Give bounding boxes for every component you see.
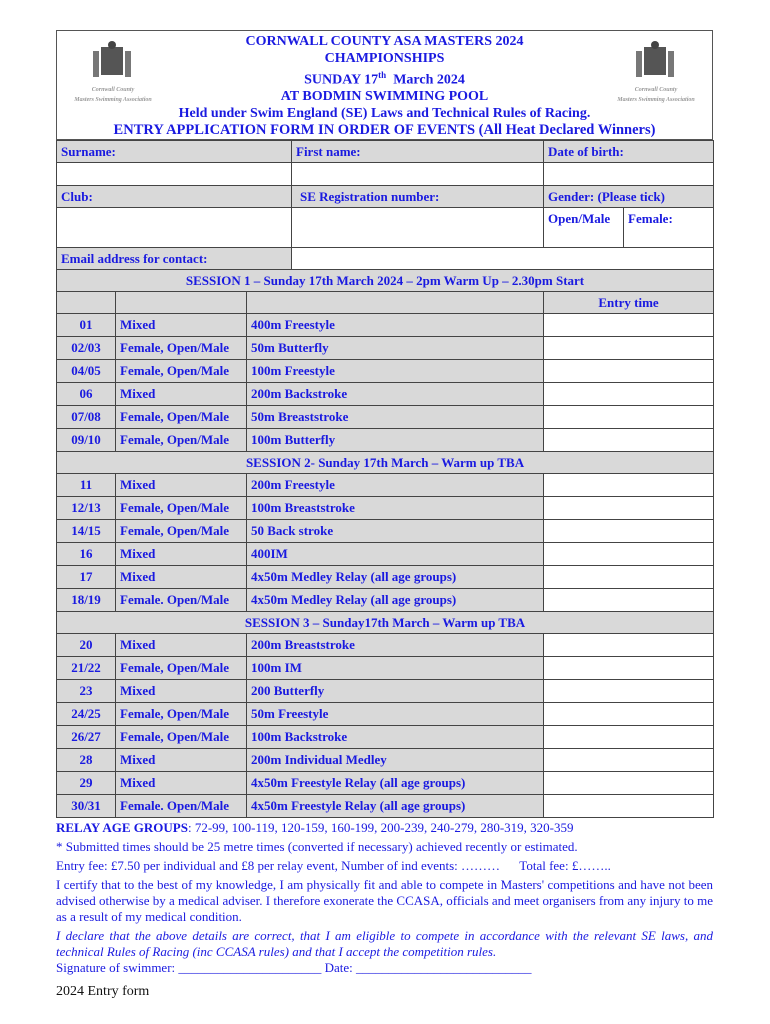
submitted-note: * Submitted times should be 25 metre times (converted if necessary) achieved recently or estimated. (56, 839, 578, 854)
event-name: 4x50m Medley Relay (all age groups) (247, 566, 544, 589)
county-crest-logo (63, 39, 163, 109)
event-number: 23 (57, 680, 116, 703)
event-gender: Female, Open/Male (116, 726, 247, 749)
relay-groups: : 72-99, 100-119, 120-159, 160-199, 200-239, 240-279, 280-319, 320-359 (187, 820, 574, 835)
form-name: 2024 Entry form (56, 984, 150, 999)
entry-time-field[interactable] (544, 657, 714, 680)
header-cell (247, 292, 544, 314)
title-line: CHAMPIONSHIPS (324, 50, 445, 66)
event-row (57, 634, 714, 657)
event-name: 100m Freestyle (247, 360, 544, 383)
female-checkbox[interactable]: Female: (624, 208, 714, 248)
event-gender: Female, Open/Male (116, 657, 247, 680)
entry-time-field[interactable] (544, 543, 714, 566)
event-gender: Female, Open/Male (116, 497, 247, 520)
event-name: 100m Breaststroke (247, 497, 544, 520)
event-row (57, 680, 714, 703)
event-gender: Mixed (116, 383, 247, 406)
event-row (57, 657, 714, 680)
entry-time-field[interactable] (544, 589, 714, 612)
entry-form-table (56, 140, 714, 818)
event-row (57, 406, 714, 429)
event-name: 50 Back stroke (247, 520, 544, 543)
event-number: 20 (57, 634, 116, 657)
event-number: 11 (57, 474, 116, 497)
session-title: SESSION 1 – Sunday 17th March 2024 – 2pm Warm Up – 2.30pm Start (57, 270, 714, 292)
event-gender: Mixed (116, 680, 247, 703)
event-gender: Mixed (116, 772, 247, 795)
event-name: 200 Butterfly (247, 680, 544, 703)
email-label: Email address for contact: (57, 248, 292, 270)
event-row (57, 749, 714, 772)
event-number: 18/19 (57, 589, 116, 612)
event-row (57, 795, 714, 818)
rules-line: Held under Swim England (SE) Laws and Technical Rules of Racing. (178, 105, 591, 121)
entry-time-field[interactable] (544, 795, 714, 818)
date-text: SUNDAY 17 (304, 72, 379, 88)
entry-time-field[interactable] (544, 703, 714, 726)
event-row (57, 520, 714, 543)
entry-time-field[interactable] (544, 680, 714, 703)
event-name: 4x50m Medley Relay (all age groups) (247, 589, 544, 612)
se-registration-field[interactable] (292, 208, 544, 248)
event-row (57, 383, 714, 406)
event-gender: Mixed (116, 566, 247, 589)
event-number: 29 (57, 772, 116, 795)
event-gender: Mixed (116, 749, 247, 772)
event-number: 09/10 (57, 429, 116, 452)
event-gender: Mixed (116, 634, 247, 657)
event-number: 16 (57, 543, 116, 566)
dob-label: Date of birth: (544, 141, 714, 163)
svg-text:Cornwall County: Cornwall County (634, 87, 678, 93)
event-gender: Female, Open/Male (116, 337, 247, 360)
form-title: ENTRY APPLICATION FORM IN ORDER OF EVENTS (All Heat Declared Winners) (113, 122, 656, 139)
date-text: March 2024 (386, 72, 465, 88)
se-registration-label: SE Registration number: (292, 186, 544, 208)
svg-text:Masters Swimming Association: Masters Swimming Association (617, 97, 695, 103)
event-gender: Female, Open/Male (116, 703, 247, 726)
event-name: 50m Butterfly (247, 337, 544, 360)
entry-time-field[interactable] (544, 474, 714, 497)
event-number: 17 (57, 566, 116, 589)
event-gender: Mixed (116, 474, 247, 497)
event-number: 07/08 (57, 406, 116, 429)
event-row (57, 703, 714, 726)
event-name: 200m Individual Medley (247, 749, 544, 772)
event-number: 30/31 (57, 795, 116, 818)
venue-line: AT BODMIN SWIMMING POOL (280, 89, 489, 105)
event-name: 100m Backstroke (247, 726, 544, 749)
event-gender: Female, Open/Male (116, 406, 247, 429)
event-number: 06 (57, 383, 116, 406)
dob-field[interactable] (544, 163, 714, 186)
club-field[interactable] (57, 208, 292, 248)
surname-field[interactable] (57, 163, 292, 186)
event-gender: Female. Open/Male (116, 589, 247, 612)
event-row (57, 429, 714, 452)
county-crest-logo (606, 39, 706, 109)
event-number: 04/05 (57, 360, 116, 383)
email-field[interactable] (292, 248, 714, 270)
event-gender: Female, Open/Male (116, 520, 247, 543)
svg-text:Masters Swimming Association: Masters Swimming Association (74, 97, 152, 103)
event-name: 200m Freestyle (247, 474, 544, 497)
certify-text: I certify that to the best of my knowledge, I am physically fit and able to compete in Masters' competitions and have not been advised otherwise by a medical adviser. I therefore exonerate the CCASA, officials and meet organisers from any injury to me as a result of my medical condition. (56, 877, 713, 924)
event-row (57, 314, 714, 337)
session-title: SESSION 3 – Sunday17th March – Warm up TBA (57, 612, 714, 634)
event-row (57, 543, 714, 566)
event-gender: Female, Open/Male (116, 360, 247, 383)
first-name-field[interactable] (292, 163, 544, 186)
event-number: 24/25 (57, 703, 116, 726)
event-row (57, 589, 714, 612)
entry-time-field[interactable] (544, 749, 714, 772)
event-gender: Mixed (116, 543, 247, 566)
entry-time-field[interactable] (544, 360, 714, 383)
event-row (57, 772, 714, 795)
event-name: 50m Freestyle (247, 703, 544, 726)
first-name-label: First name: (292, 141, 544, 163)
event-name: 100m IM (247, 657, 544, 680)
declaration-text: I declare that the above details are correct, that I am eligible to compete in accordance with the relevant SE laws, and technical Rules of Racing (inc CCASA rules) and that I accept the competition rules. (56, 928, 713, 959)
entry-time-field[interactable] (544, 383, 714, 406)
entry-time-header: Entry time (544, 292, 714, 314)
entry-time-field[interactable] (544, 429, 714, 452)
event-name: 100m Butterfly (247, 429, 544, 452)
surname-label: Surname: (57, 141, 292, 163)
event-name: 400m Freestyle (247, 314, 544, 337)
relay-label: RELAY AGE GROUPS (56, 820, 188, 835)
event-row (57, 360, 714, 383)
entry-fee: Entry fee: £7.50 per individual and £8 per relay event, Number of ind events: ……… Total fee: £…….. (56, 858, 611, 873)
event-number: 26/27 (57, 726, 116, 749)
event-row (57, 726, 714, 749)
entry-time-field[interactable] (544, 314, 714, 337)
form-footer (56, 820, 713, 1003)
form-header (56, 30, 713, 140)
event-gender: Female, Open/Male (116, 429, 247, 452)
header-cell (57, 292, 116, 314)
signature-line[interactable]: Signature of swimmer: ______________________ Date: ___________________________ (56, 960, 532, 975)
event-number: 14/15 (57, 520, 116, 543)
event-name: 200m Backstroke (247, 383, 544, 406)
entry-time-field[interactable] (544, 406, 714, 429)
event-row (57, 566, 714, 589)
event-name: 50m Breaststroke (247, 406, 544, 429)
entry-time-field[interactable] (544, 566, 714, 589)
gender-label: Gender: (Please tick) (544, 186, 714, 208)
event-row (57, 337, 714, 360)
event-number: 28 (57, 749, 116, 772)
date-sup: th (378, 70, 387, 80)
event-row (57, 474, 714, 497)
entry-time-field[interactable] (544, 497, 714, 520)
title-line: CORNWALL COUNTY ASA MASTERS 2024 (245, 34, 524, 49)
event-number: 12/13 (57, 497, 116, 520)
header-cell (116, 292, 247, 314)
club-label: Club: (57, 186, 292, 208)
event-gender: Female. Open/Male (116, 795, 247, 818)
event-name: 200m Breaststroke (247, 634, 544, 657)
entry-time-field[interactable] (544, 520, 714, 543)
event-name: 4x50m Freestyle Relay (all age groups) (247, 795, 544, 818)
event-gender: Mixed (116, 314, 247, 337)
entry-time-field[interactable] (544, 726, 714, 749)
event-number: 01 (57, 314, 116, 337)
open-male-checkbox[interactable]: Open/Male (544, 208, 624, 248)
entry-time-field[interactable] (544, 634, 714, 657)
relay-age-groups (56, 820, 713, 836)
event-number: 02/03 (57, 337, 116, 360)
entry-time-field[interactable] (544, 337, 714, 360)
event-number: 21/22 (57, 657, 116, 680)
session-title: SESSION 2- Sunday 17th March – Warm up TBA (57, 452, 714, 474)
event-name: 4x50m Freestyle Relay (all age groups) (247, 772, 544, 795)
svg-text:Cornwall County: Cornwall County (91, 87, 135, 93)
event-row (57, 497, 714, 520)
event-name: 400IM (247, 543, 544, 566)
entry-time-field[interactable] (544, 772, 714, 795)
